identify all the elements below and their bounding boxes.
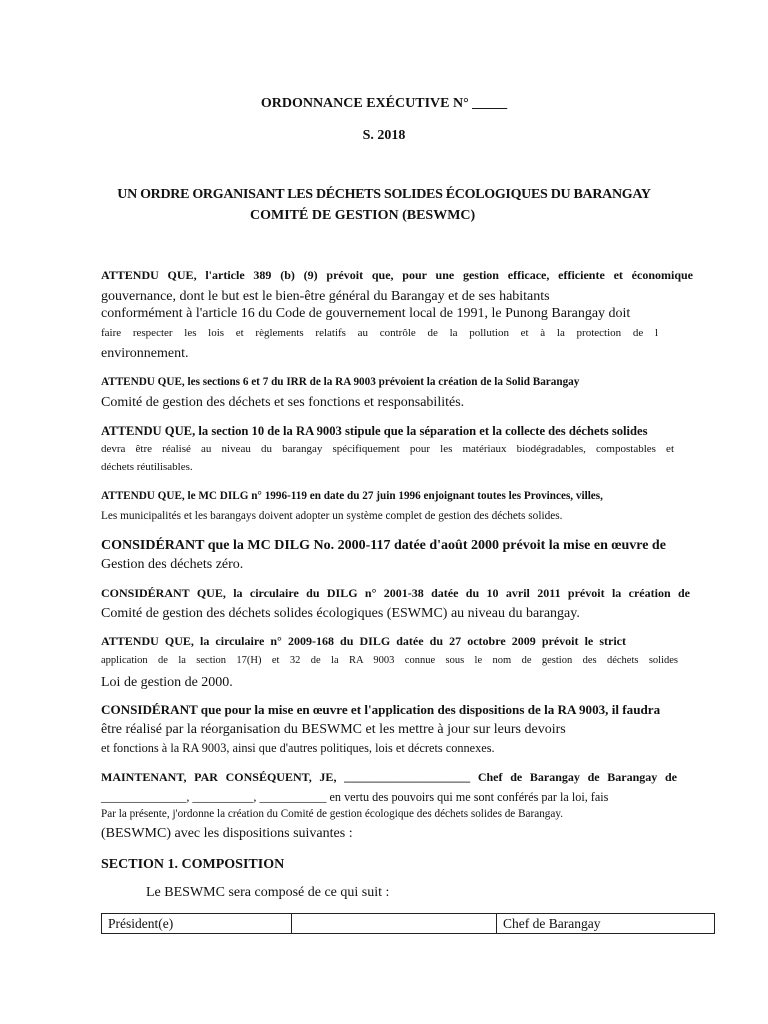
- clause-8-line-3: et fonctions à la RA 9003, ainsi que d'autres politiques, lois et décrets connexes.: [101, 741, 495, 755]
- clause-8-line-1: CONSIDÉRANT que pour la mise en œuvre et l'application des dispositions de la RA 9003, il faudra: [101, 702, 661, 717]
- section-1-intro: Le BESWMC sera composé de ce qui suit :: [146, 885, 390, 900]
- member-cell: Chef de Barangay: [497, 914, 715, 934]
- clause-7-line-2: application de la section 17(H) et 32 de la RA 9003 connue sous le nom de gestion des déchets solides: [101, 655, 678, 666]
- clause-3-line-3: déchets réutilisables.: [101, 461, 193, 473]
- section-1-heading: SECTION 1. COMPOSITION: [101, 857, 285, 872]
- clause-3-line-1: ATTENDU QUE, la section 10 de la RA 9003 stipule que la séparation et la collecte des déchets solides: [101, 424, 648, 438]
- clause-3-line-2: devra être réalisé au niveau du barangay spécifiquement pour les matériaux biodégradables, compostables et: [101, 443, 674, 455]
- clause-2-line-2: Comité de gestion des déchets et ses fonctions et responsabilités.: [101, 395, 465, 410]
- clause-1-line-5: environnement.: [101, 346, 189, 361]
- clause-8-line-2: être réalisé par la réorganisation du BESWMC et les mettre à jour sur leurs devoirs: [101, 722, 566, 737]
- role-cell: Président(e): [102, 914, 292, 934]
- blank-cell: [292, 914, 497, 934]
- clause-6-line-2: Comité de gestion des déchets solides écologiques (ESWMC) au niveau du barangay.: [101, 606, 580, 621]
- clause-7-line-3: Loi de gestion de 2000.: [101, 675, 233, 690]
- clause-1-line-2: gouvernance, dont le but est le bien-être général du Barangay et de ses habitants: [101, 289, 550, 304]
- clause-6-line-1: CONSIDÉRANT QUE, la circulaire du DILG n° 2001-38 datée du 10 avril 2011 prévoit la création de: [101, 586, 690, 600]
- clause-7-line-1: ATTENDU QUE, la circulaire n° 2009-168 du DILG datée du 27 octobre 2009 prévoit le strict: [101, 634, 626, 648]
- clause-2-line-1: ATTENDU QUE, les sections 6 et 7 du IRR de la RA 9003 prévoient la création de la Solid Barangay: [101, 376, 580, 388]
- clause-5-line-2: Gestion des déchets zéro.: [101, 557, 244, 572]
- clause-5-line-1: CONSIDÉRANT que la MC DILG No. 2000-117 datée d'août 2000 prévoit la mise en œuvre de: [101, 538, 666, 553]
- order-series: S. 2018: [362, 128, 406, 143]
- resolution-line-1: MAINTENANT, PAR CONSÉQUENT, JE, _____________________ Chef de Barangay de Barangay de: [101, 770, 677, 784]
- order-subject-line-1: UN ORDRE ORGANISANT LES DÉCHETS SOLIDES ÉCOLOGIQUES DU BARANGAY: [117, 187, 651, 202]
- order-title: ORDONNANCE EXÉCUTIVE N° _____: [260, 96, 508, 111]
- resolution-line-3: Par la présente, j'ordonne la création du Comité de gestion écologique des déchets solides de Barangay.: [101, 808, 564, 820]
- resolution-line-4: (BESWMC) avec les dispositions suivantes :: [101, 826, 353, 841]
- clause-1-line-1: ATTENDU QUE, l'article 389 (b) (9) prévoit que, pour une gestion efficace, efficiente et économique: [101, 268, 693, 282]
- resolution-line-2: ______________, __________, ___________ en vertu des pouvoirs qui me sont conférés par la loi, fais: [101, 790, 609, 804]
- clause-4-line-1: ATTENDU QUE, le MC DILG n° 1996-119 en date du 27 juin 1996 enjoignant toutes les Provinces, villes,: [101, 490, 603, 502]
- order-subject-line-2: COMITÉ DE GESTION (BESWMC): [250, 208, 476, 223]
- clause-1-line-3: conformément à l'article 16 du Code de gouvernement local de 1991, le Punong Barangay doit: [101, 306, 631, 321]
- table-row: [102, 914, 715, 934]
- clause-1-line-4: faire respecter les lois et règlements relatifs au contrôle de la pollution et à la protection de l: [101, 327, 658, 339]
- composition-table: [101, 913, 715, 934]
- clause-4-line-2: Les municipalités et les barangays doivent adopter un système complet de gestion des déchets solides.: [101, 510, 563, 522]
